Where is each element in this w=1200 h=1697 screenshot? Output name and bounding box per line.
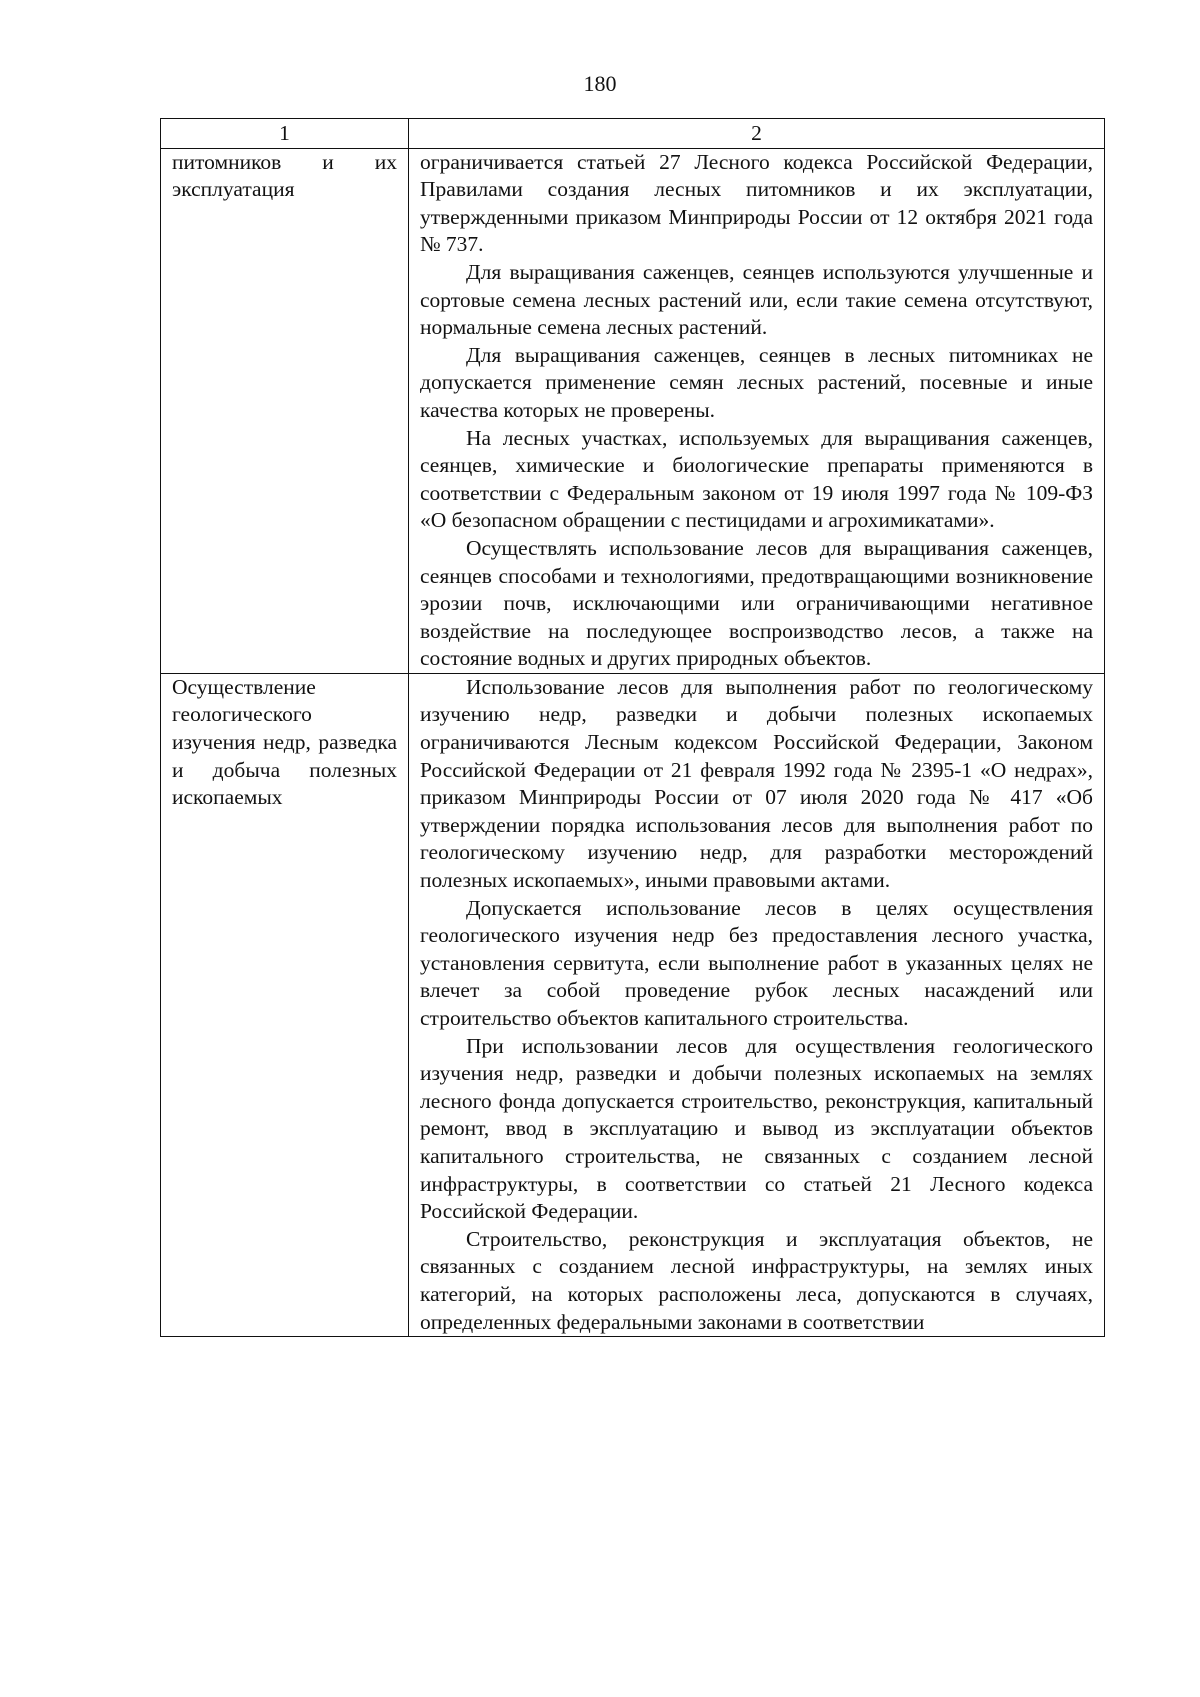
activity-cell [161, 673, 409, 1336]
page-number: 180 [583, 71, 617, 96]
restriction-paragraph: Для выращивания саженцев, сеянцев в лесных питомниках не допускается применение семян лесных растений, посевные и иные качества которых не проверены. [420, 342, 1093, 422]
regulation-table [160, 118, 1105, 1337]
restriction-paragraph: Для выращивания саженцев, сеянцев используются улучшенные и сортовые семена лесных растений или, если такие семена отсутствуют, нормальные семена лесных растений. [420, 259, 1093, 340]
activity-cell [161, 148, 409, 673]
restriction-paragraph: При использовании лесов для осуществления геологического изучения недр, разведки и добычи полезных ископаемых на землях лесного фонда допускается строительство, реконструкция, капитальный ремонт, ввод в эксплуатацию и вывод из эксплуатации объектов капитального строительства, не связанных с созданием лесной инфраструктуры, в соответствии со статьей 21 Лесного кодекса Российской Федерации. [420, 1033, 1093, 1224]
column-header-2: 2 [409, 119, 1105, 149]
table-row [161, 673, 1105, 1336]
restriction-paragraph: На лесных участках, используемых для выращивания саженцев, сеянцев, химические и биологические препараты применяются в соответствии с Федеральным законом от 19 июля 1997 года № 109-ФЗ «О безопасном обращении с пестицидами и агрохимикатами». [420, 425, 1093, 533]
restrictions-cell [409, 673, 1105, 1336]
table-row [161, 148, 1105, 673]
restriction-paragraph: Осуществлять использование лесов для выращивания саженцев, сеянцев способами и технологиями, предотвращающими возникновение эрозии почв, исключающими или ограничивающими негативное воздействие на последующее воспроизводство лесов, а также на состояние водных и других природных объектов. [420, 535, 1093, 671]
activity-name: питомников и их эксплуатация [172, 149, 397, 202]
table-header-row [161, 119, 1105, 149]
column-header-1: 1 [161, 119, 409, 149]
restrictions-cell [409, 148, 1105, 673]
restriction-paragraph: Использование лесов для выполнения работ по геологическому изучению недр, разведки и добычи полезных ископаемых ограничиваются Лесным кодексом Российской Федерации, Законом Российской Федерации от 21 февраля 1992 года № 2395-1 «О недрах», приказом Минприроды России от 07 июля 2020 года № 417 «Об утверждении порядка использования лесов для выполнения работ по геологическому изучению недр, для разработки месторождений полезных ископаемых», иными правовыми актами. [420, 674, 1093, 893]
activity-name: Осуществление геологического изучения недр, разведка и добыча полезных ископаемых [172, 674, 397, 810]
restriction-paragraph: Строительство, реконструкция и эксплуатация объектов, не связанных с созданием лесной инфраструктуры, на землях иных категорий, на которых расположены леса, допускаются в случаях, определенных федеральными законами в соответствии [420, 1226, 1093, 1334]
restriction-paragraph: Допускается использование лесов в целях осуществления геологического изучения недр без предоставления лесного участка, установления сервитута, если выполнение работ в указанных целях не влечет за собой проведение рубок лесных насаждений или строительство объектов капитального строительства. [420, 895, 1093, 1030]
restriction-paragraph: ограничивается статьей 27 Лесного кодекса Российской Федерации, Правилами создания лесных питомников и их эксплуатации, утвержденными приказом Минприроды России от 12 октября 2021 года № 737. [420, 149, 1093, 257]
